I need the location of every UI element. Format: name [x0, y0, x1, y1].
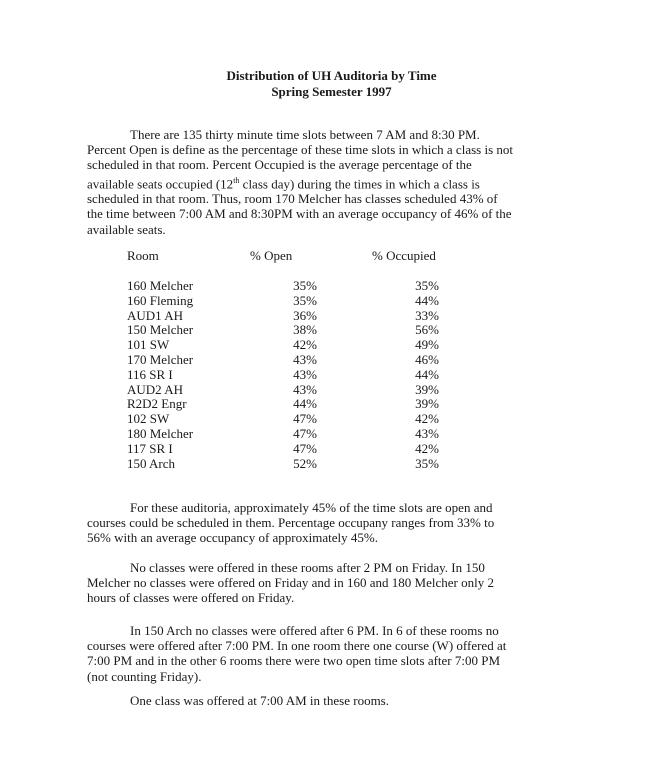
room-cell: AUD2 AH: [127, 381, 183, 397]
occupied-cell: 39%: [415, 396, 439, 412]
open-cell: 35%: [293, 292, 317, 308]
open-cell: 47%: [293, 426, 317, 441]
open-cell: 52%: [293, 455, 317, 471]
summary-line: courses could be scheduled in them. Percentage occupany ranges from 33% to: [87, 515, 495, 531]
evening-line: 7:00 PM and in the other 6 rooms there were two open time slots after 7:00 PM: [87, 653, 501, 669]
friday-line: No classes were offered in these rooms after 2 PM on Friday. In 150: [130, 560, 485, 575]
intro-line: the time between 7:00 AM and 8:30PM with an average occupancy of 46% of the: [87, 206, 512, 222]
open-cell: 47%: [293, 440, 317, 456]
room-cell: AUD1 AH: [127, 307, 183, 323]
summary-line: For these auditoria, approximately 45% of the time slots are open and: [130, 500, 493, 515]
room-cell: 180 Melcher: [127, 426, 194, 441]
room-cell: 116 SR I: [127, 366, 173, 382]
open-cell: 43%: [293, 352, 317, 367]
header-room: Room: [127, 248, 159, 263]
evening-line: In 150 Arch no classes were offered after 6 PM. In 6 of these rooms no: [130, 623, 499, 638]
open-cell: 43%: [293, 381, 317, 397]
occupied-cell: 42%: [415, 440, 439, 456]
friday-paragraph: [87, 560, 573, 606]
friday-line: hours of classes were offered on Friday.: [87, 590, 295, 606]
room-cell: R2D2 Engr: [127, 396, 187, 412]
room-cell: 170 Melcher: [127, 352, 194, 367]
occupied-cell: 35%: [415, 455, 439, 471]
room-cell: 160 Melcher: [127, 278, 194, 293]
occupied-cell: 42%: [415, 411, 439, 427]
intro-line: Percent Open is define as the percentage of these time slots in which a class is not: [87, 142, 513, 158]
occupied-cell: 35%: [415, 278, 439, 293]
intro-line: There are 135 thirty minute time slots between 7 AM and 8:30 PM.: [130, 127, 480, 142]
occupied-cell: 46%: [415, 352, 439, 367]
evening-paragraph: [87, 623, 573, 684]
summary-paragraph: [87, 500, 573, 546]
intro-line: available seats occupied (12th class day) during the times in which a class is: [87, 175, 480, 191]
open-cell: 43%: [293, 366, 317, 382]
open-cell: 47%: [293, 411, 317, 427]
room-cell: 101 SW: [127, 337, 170, 353]
occupied-cell: 44%: [415, 292, 439, 308]
evening-line: courses were offered after 7:00 PM. In one room there one course (W) offered at: [87, 638, 507, 654]
room-cell: 102 SW: [127, 411, 170, 427]
header-open: % Open: [250, 248, 293, 263]
header-occupied: % Occupied: [372, 248, 436, 263]
evening-line: (not counting Friday).: [87, 668, 202, 684]
friday-line: Melcher no classes were offered on Friday and in 160 and 180 Melcher only 2: [87, 575, 494, 591]
intro-line: available seats.: [87, 221, 166, 237]
room-cell: 160 Fleming: [127, 292, 194, 308]
occupied-cell: 43%: [415, 426, 439, 441]
open-cell: 44%: [293, 396, 317, 412]
intro-line: scheduled in that room. Thus, room 170 Melcher has classes scheduled 43% of: [87, 191, 498, 207]
room-cell: 117 SR I: [127, 440, 173, 456]
room-cell: 150 Arch: [127, 455, 176, 471]
open-cell: 38%: [293, 322, 317, 338]
page-title-line1: Distribution of UH Auditoria by Time: [226, 68, 437, 83]
open-cell: 35%: [293, 278, 317, 293]
open-cell: 36%: [293, 307, 317, 323]
intro-paragraph: [87, 127, 573, 237]
room-cell: 150 Melcher: [127, 322, 194, 338]
occupied-cell: 39%: [415, 381, 439, 397]
page-title-line2: Spring Semester 1997: [271, 84, 392, 99]
open-cell: 42%: [293, 337, 317, 353]
morning-paragraph: [87, 693, 573, 708]
intro-line: scheduled in that room. Percent Occupied is the average percentage of the: [87, 157, 472, 173]
occupied-cell: 56%: [415, 322, 439, 338]
occupied-cell: 44%: [415, 366, 439, 382]
morning-line: One class was offered at 7:00 AM in these rooms.: [130, 693, 389, 708]
occupied-cell: 33%: [415, 307, 439, 323]
summary-line: 56% with an average occupancy of approximately 45%.: [87, 530, 378, 546]
occupied-cell: 49%: [415, 337, 439, 353]
